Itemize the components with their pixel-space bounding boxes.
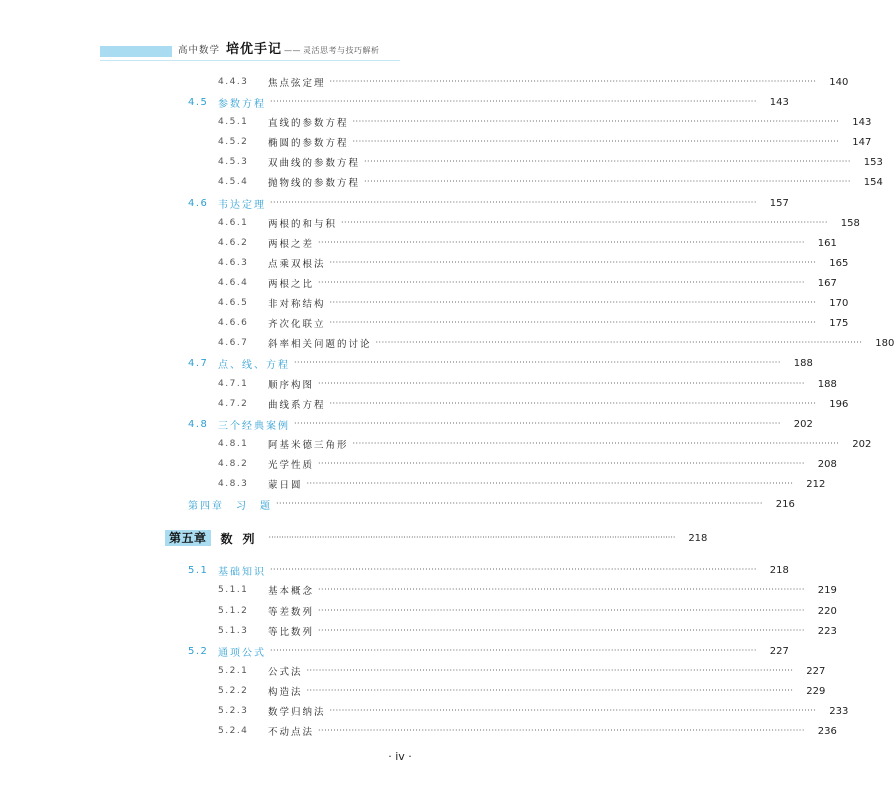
leader-dots: ································································································································································: [318, 379, 805, 388]
toc-entry-page: 218: [688, 532, 708, 544]
toc-entry-title: 参数方程: [218, 98, 266, 110]
toc-entry-number: 5.1.2: [218, 606, 249, 616]
leader-dots: ································································································································································: [329, 399, 817, 408]
toc-subsection-entry[interactable]: [218, 133, 872, 151]
header-dash: ——: [284, 46, 302, 55]
leader-dots: ································································································································································: [318, 459, 805, 468]
toc-entry-page: 227: [806, 665, 826, 677]
toc-entry-number: 5.2.4: [218, 726, 249, 736]
toc-entry-page: 220: [817, 605, 837, 617]
leader-dots: ································································································································································: [341, 218, 828, 227]
toc-entry-number: 5.2.1: [218, 666, 249, 676]
leader-dots: ································································································································································: [329, 77, 817, 86]
toc-entry-title: 阿基米德三角形: [268, 440, 349, 451]
toc-entry-page: 188: [793, 357, 813, 369]
toc-entry-number: 4.6.6: [218, 318, 249, 328]
leader-dots: ································································································································································: [364, 157, 851, 166]
toc-entry-page: 180: [875, 337, 894, 349]
leader-dots: ································································································································································: [318, 626, 805, 635]
toc-entry-page: 196: [829, 398, 849, 410]
toc-entry-page: 170: [829, 297, 849, 309]
leader-dots: ································································································································································: [306, 479, 794, 488]
toc-entry-page: 147: [852, 136, 872, 148]
toc-subsection-entry[interactable]: [218, 662, 826, 680]
toc-subsection-entry[interactable]: [218, 602, 837, 620]
toc-entry-title: 通项公式: [218, 647, 266, 659]
toc-entry-number: 4.4.3: [218, 77, 249, 87]
leader-dots: ································································································································································: [268, 533, 676, 542]
toc-entry-title: 直线的参数方程: [268, 118, 349, 129]
toc-entry-page: 140: [829, 76, 849, 88]
toc-subsection-entry[interactable]: [218, 173, 883, 191]
toc-subsection-entry[interactable]: [218, 581, 837, 599]
toc-entry-title: 构造法: [268, 687, 303, 698]
toc-entry-title: 两根的和与积: [268, 219, 338, 230]
toc-entry-number: 4.7.2: [218, 399, 249, 409]
toc-section-entry[interactable]: [188, 93, 789, 111]
toc-entry-number: 4.6.2: [218, 238, 249, 248]
toc-chapter-entry[interactable]: [165, 529, 708, 547]
toc-subsection-entry[interactable]: [218, 153, 883, 171]
header-underline: [100, 60, 400, 61]
toc-entry-number: 4.6: [188, 197, 209, 209]
toc-entry-number: 4.8: [188, 418, 209, 430]
toc-entry-page: 167: [817, 277, 837, 289]
toc-entry-number: 5.2.3: [218, 706, 249, 716]
toc-entry-page: 227: [769, 645, 789, 657]
toc-entry-number: 4.5.4: [218, 177, 249, 187]
running-header: [100, 40, 400, 60]
toc-entry-page: 161: [817, 237, 837, 249]
leader-dots: ································································································································································: [294, 358, 781, 367]
toc-entry-title: 非对称结构: [268, 299, 326, 310]
toc-entry-number: 5.1: [188, 564, 209, 576]
toc-subsection-entry[interactable]: [218, 475, 826, 493]
leader-dots: ································································································································································: [364, 177, 851, 186]
toc-entry-number: 4.6.3: [218, 258, 249, 268]
toc-subsection-entry[interactable]: [218, 294, 849, 312]
toc-entry-page: 188: [817, 378, 837, 390]
toc-entry-number: 4.7.1: [218, 379, 249, 389]
toc-entry-title: 数列: [220, 531, 265, 546]
toc-entry-title: 两根之差: [268, 239, 315, 250]
leader-dots: ································································································································································: [329, 258, 817, 267]
toc-entry-page: 216: [775, 498, 795, 510]
toc-entry-number: 4.6.4: [218, 278, 249, 288]
toc-entry-page: 223: [817, 625, 837, 637]
toc-entry-title: 点乘双根法: [268, 259, 326, 270]
leader-dots: ································································································································································: [294, 419, 781, 428]
leader-dots: ································································································································································: [270, 565, 757, 574]
toc-entry-page: 157: [769, 197, 789, 209]
toc-section-entry[interactable]: [188, 561, 789, 579]
toc-subsection-entry[interactable]: [218, 702, 849, 720]
toc-exercises-entry[interactable]: [188, 495, 795, 513]
leader-dots: ································································································································································: [352, 439, 840, 448]
toc-entry-number: 4.5.3: [218, 157, 249, 167]
toc-section-entry[interactable]: [188, 642, 789, 660]
leader-dots: ································································································································································: [318, 585, 805, 594]
leader-dots: ································································································································································: [329, 706, 817, 715]
toc-entry-page: 208: [817, 458, 837, 470]
toc-subsection-entry[interactable]: [218, 314, 849, 332]
toc-entry-title: 齐次化联立: [268, 319, 326, 330]
toc-entry-number: 4.5.2: [218, 137, 249, 147]
toc-entry-page: 175: [829, 317, 849, 329]
toc-entry-page: 165: [829, 257, 849, 269]
toc-section-entry[interactable]: [188, 415, 813, 433]
header-text: [178, 40, 380, 61]
toc-entry-number: 5.2: [188, 645, 209, 657]
toc-entry-number: 5.1.3: [218, 626, 249, 636]
leader-dots: ································································································································································: [375, 338, 863, 347]
leader-dots: ································································································································································: [329, 298, 817, 307]
toc-entry-title: 双曲线的参数方程: [268, 158, 361, 169]
toc-entry-number: 5.1.1: [218, 585, 249, 595]
toc-entry-number: 4.8.2: [218, 459, 249, 469]
leader-dots: ································································································································································: [352, 137, 840, 146]
toc-subsection-entry[interactable]: [218, 234, 837, 252]
toc-entry-page: 233: [829, 705, 849, 717]
leader-dots: ································································································································································: [352, 117, 840, 126]
toc-entry-page: 143: [852, 116, 872, 128]
toc-subsection-entry[interactable]: [218, 722, 837, 740]
toc-entry-title: 不动点法: [268, 727, 315, 738]
toc-entry-title: 顺序构图: [268, 380, 315, 391]
toc-entry-page: 202: [793, 418, 813, 430]
toc-entry-number: 4.5.1: [218, 117, 249, 127]
toc-entry-title: 蒙日圆: [268, 480, 303, 491]
toc-entry-number: 4.6.5: [218, 298, 249, 308]
toc-subsection-entry[interactable]: [218, 214, 860, 232]
leader-dots: ································································································································································: [318, 238, 805, 247]
chapter-badge: 第五章: [165, 530, 211, 546]
toc-subsection-entry[interactable]: [218, 254, 849, 272]
toc-subsection-entry[interactable]: [218, 113, 872, 131]
toc-entry-title: 抛物线的参数方程: [268, 178, 361, 189]
toc-subsection-entry[interactable]: [218, 73, 849, 91]
toc-entry-page: 158: [840, 217, 860, 229]
leader-dots: ································································································································································: [276, 499, 763, 508]
toc-entry-page: 153: [863, 156, 883, 168]
toc-entry-page: 236: [817, 725, 837, 737]
toc-entry-title: 曲线系方程: [268, 400, 326, 411]
toc-entry-title: 数学归纳法: [268, 707, 326, 718]
toc-entry-number: 4.6.1: [218, 218, 249, 228]
header-accent-bar: [100, 46, 172, 57]
header-subtitle: 灵活思考与技巧解析: [303, 46, 380, 55]
toc-entry-page: 219: [817, 584, 837, 596]
leader-dots: ································································································································································: [329, 318, 817, 327]
leader-dots: ································································································································································: [318, 726, 805, 735]
toc-entry-title: 点、线、方程: [218, 359, 290, 371]
toc-entry-page: 154: [863, 176, 883, 188]
toc-subsection-entry[interactable]: [218, 435, 872, 453]
toc-entry-page: 202: [852, 438, 872, 450]
leader-dots: ································································································································································: [270, 198, 757, 207]
toc-entry-number: 4.8.3: [218, 479, 249, 489]
toc-entry-title: 等差数列: [268, 607, 315, 618]
toc-entry-number: 4.5: [188, 96, 209, 108]
toc-entry-page: 229: [806, 685, 826, 697]
toc-entry-number: 4.8.1: [218, 439, 249, 449]
leader-dots: ································································································································································: [270, 97, 757, 106]
toc-subsection-entry[interactable]: [218, 622, 837, 640]
toc-entry-title: 两根之比: [268, 279, 315, 290]
toc-entry-title: 焦点弦定理: [268, 78, 326, 89]
toc-entry-title: 光学性质: [268, 460, 315, 471]
toc-section-entry[interactable]: [188, 194, 789, 212]
toc-subsection-entry[interactable]: [218, 334, 894, 352]
toc-entry-number: 4.6.7: [218, 338, 249, 348]
toc-subsection-entry[interactable]: [218, 455, 837, 473]
header-title: 培优手记: [226, 42, 283, 57]
toc-entry-page: 212: [806, 478, 826, 490]
toc-entry-title: 椭圆的参数方程: [268, 138, 349, 149]
leader-dots: ································································································································································: [306, 666, 794, 675]
toc-subsection-entry[interactable]: [218, 682, 826, 700]
toc-entry-title: 基础知识: [218, 566, 266, 578]
leader-dots: ································································································································································: [306, 686, 794, 695]
toc-entry-title: 斜率相关问题的讨论: [268, 339, 372, 350]
toc-entry-page: 143: [769, 96, 789, 108]
toc-entry-title: 第四章 习 题: [188, 500, 272, 512]
leader-dots: ································································································································································: [318, 278, 805, 287]
toc-subsection-entry[interactable]: [218, 395, 849, 413]
toc-entry-number: 5.2.2: [218, 686, 249, 696]
toc-entry-number: 4.7: [188, 357, 209, 369]
toc-entry-title: 韦达定理: [218, 199, 266, 211]
page-number: · iv ·: [388, 750, 412, 763]
header-book-name: 高中数学: [178, 45, 221, 56]
toc-subsection-entry[interactable]: [218, 375, 837, 393]
toc-subsection-entry[interactable]: [218, 274, 837, 292]
toc-entry-title: 三个经典案例: [218, 420, 290, 432]
leader-dots: ································································································································································: [270, 646, 757, 655]
toc-entry-title: 公式法: [268, 667, 303, 678]
leader-dots: ································································································································································: [318, 606, 805, 615]
toc-entry-page: 218: [769, 564, 789, 576]
toc-section-entry[interactable]: [188, 354, 813, 372]
toc-entry-title: 基本概念: [268, 586, 315, 597]
toc-entry-title: 等比数列: [268, 627, 315, 638]
